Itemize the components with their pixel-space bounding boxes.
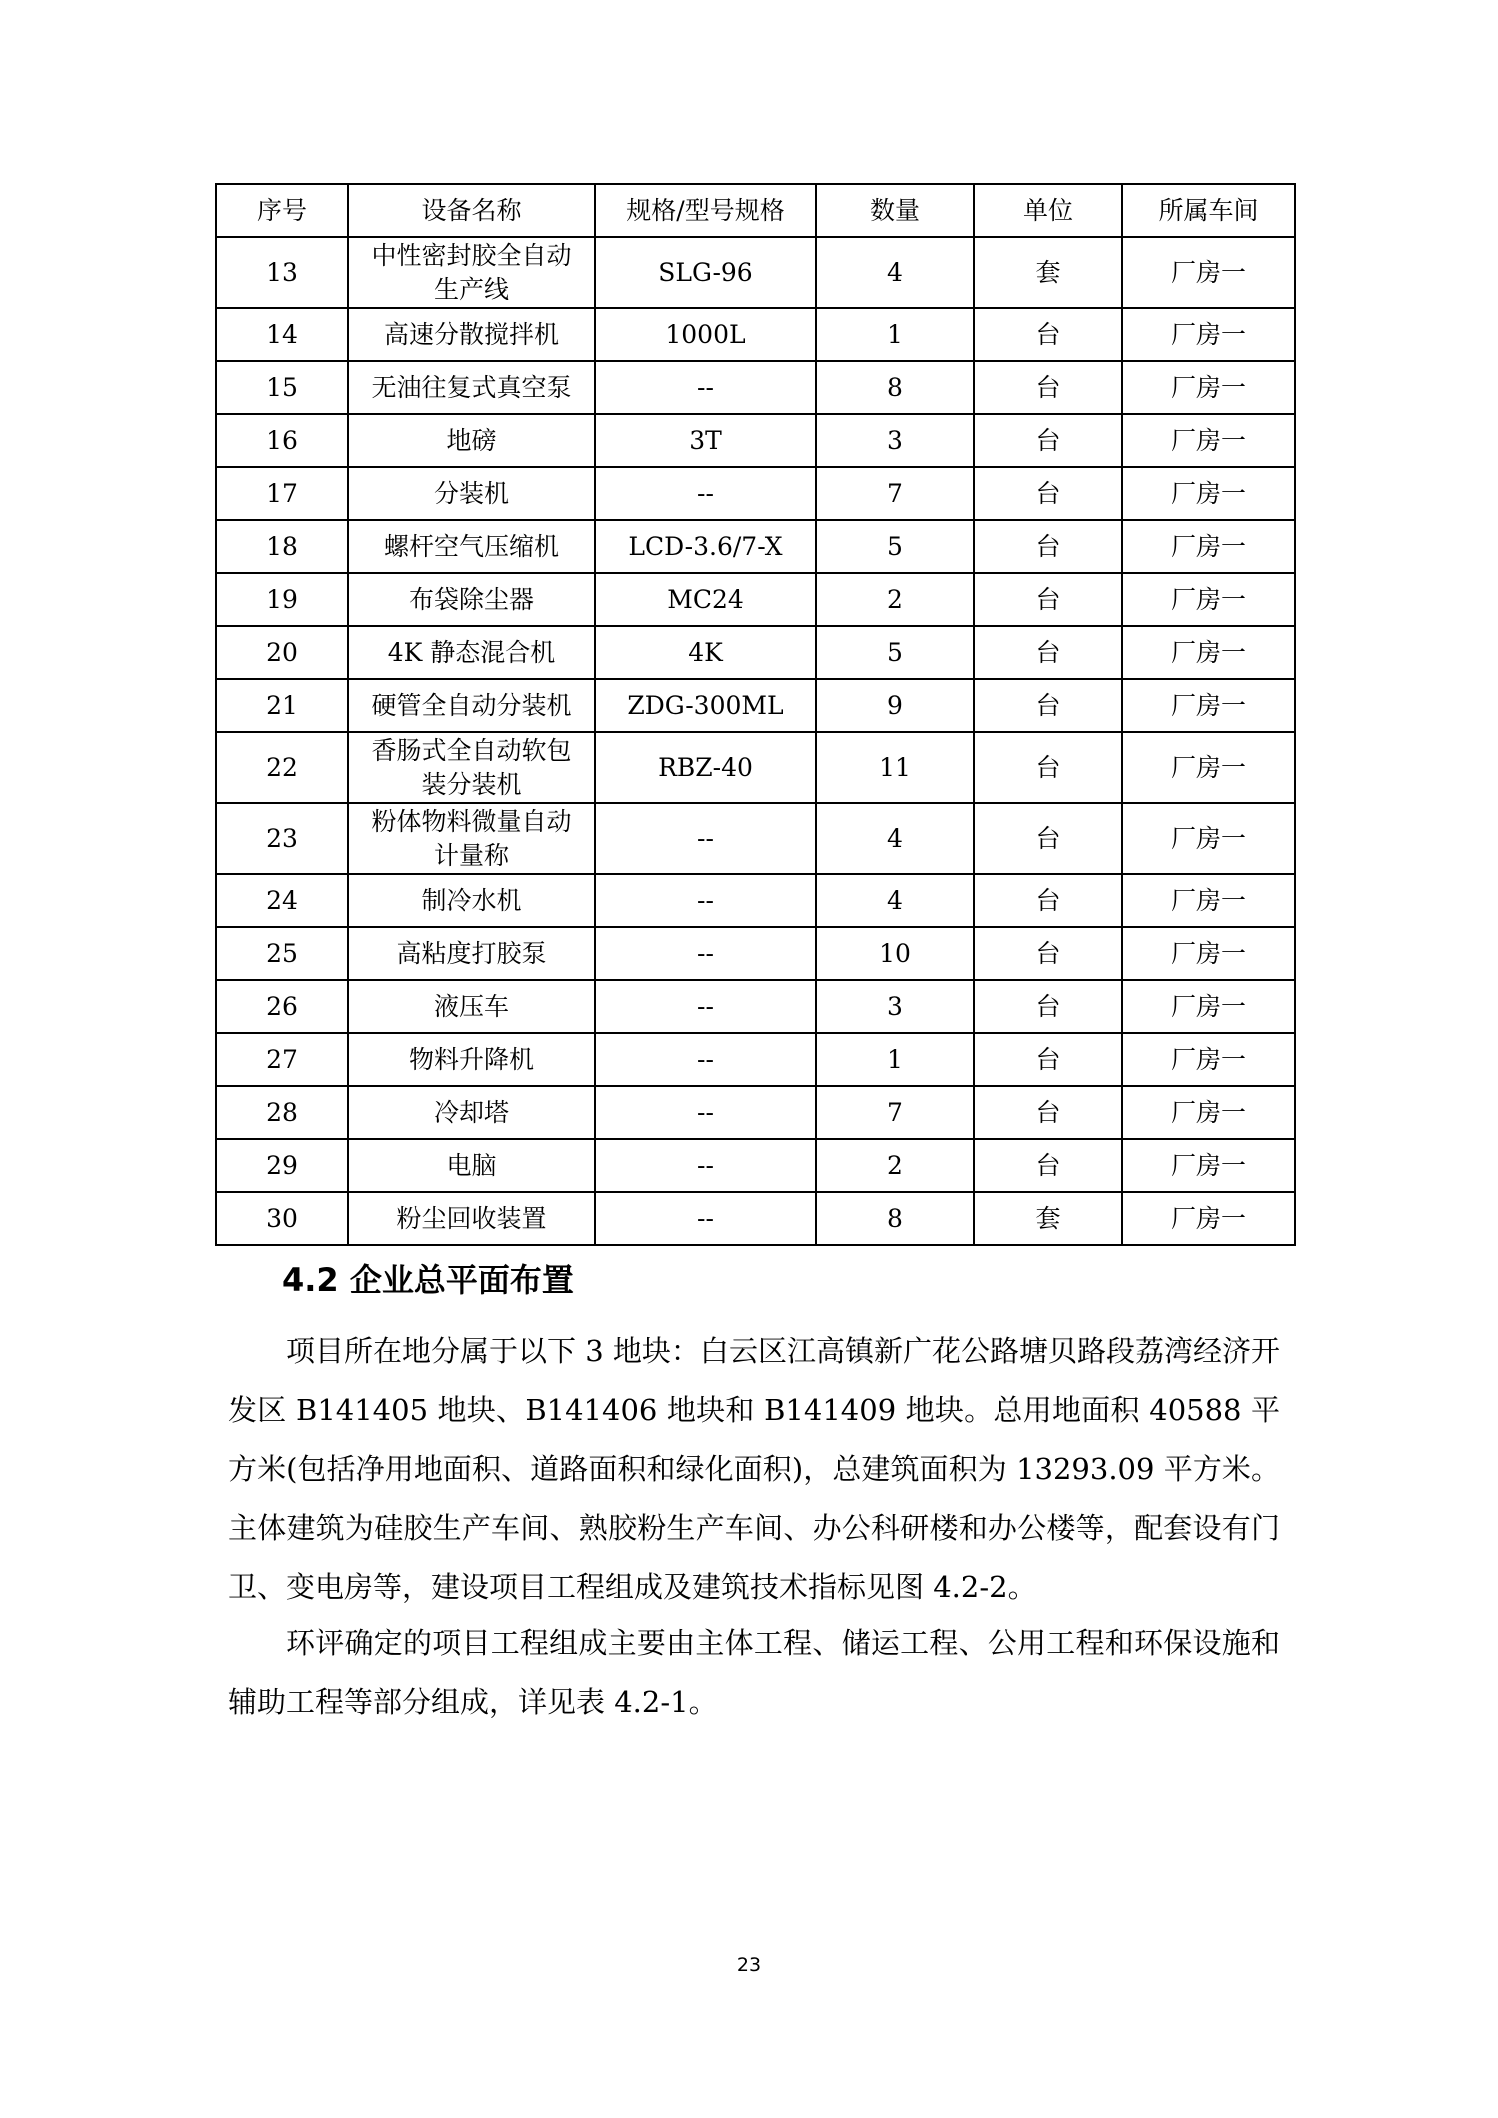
cell-device-name: 无油往复式真空泵 — [348, 361, 595, 414]
cell-unit: 台 — [974, 1033, 1122, 1086]
cell-workshop: 厂房一 — [1122, 573, 1295, 626]
table-row — [216, 520, 1295, 573]
header-unit: 单位 — [974, 184, 1122, 237]
header-spec: 规格/型号规格 — [595, 184, 816, 237]
cell-unit: 台 — [974, 1139, 1122, 1192]
cell-spec: SLG-96 — [595, 237, 816, 308]
cell-quantity: 10 — [816, 927, 974, 980]
cell-quantity: 3 — [816, 980, 974, 1033]
cell-unit: 台 — [974, 361, 1122, 414]
cell-workshop: 厂房一 — [1122, 874, 1295, 927]
cell-workshop: 厂房一 — [1122, 1086, 1295, 1139]
cell-device-name: 中性密封胶全自动生产线 — [348, 237, 595, 308]
cell-unit: 套 — [974, 1192, 1122, 1245]
cell-quantity: 2 — [816, 573, 974, 626]
cell-unit: 台 — [974, 520, 1122, 573]
cell-device-name: 物料升降机 — [348, 1033, 595, 1086]
cell-workshop: 厂房一 — [1122, 520, 1295, 573]
cell-device-name: 硬管全自动分装机 — [348, 679, 595, 732]
cell-spec: -- — [595, 1086, 816, 1139]
cell-unit: 台 — [974, 980, 1122, 1033]
cell-spec: MC24 — [595, 573, 816, 626]
cell-workshop: 厂房一 — [1122, 927, 1295, 980]
cell-quantity: 7 — [816, 467, 974, 520]
cell-quantity: 5 — [816, 626, 974, 679]
cell-spec: -- — [595, 803, 816, 874]
equipment-table — [215, 183, 1296, 1246]
table-row — [216, 1086, 1295, 1139]
cell-index: 17 — [216, 467, 348, 520]
cell-index: 24 — [216, 874, 348, 927]
cell-quantity: 3 — [816, 414, 974, 467]
cell-workshop: 厂房一 — [1122, 467, 1295, 520]
cell-quantity: 8 — [816, 1192, 974, 1245]
cell-unit: 台 — [974, 803, 1122, 874]
table-row — [216, 874, 1295, 927]
cell-spec: -- — [595, 927, 816, 980]
cell-workshop: 厂房一 — [1122, 237, 1295, 308]
table-row — [216, 1033, 1295, 1086]
table-row — [216, 361, 1295, 414]
cell-spec: LCD-3.6/7-X — [595, 520, 816, 573]
cell-device-name: 螺杆空气压缩机 — [348, 520, 595, 573]
section-paragraph-1: 项目所在地分属于以下 3 地块：白云区江高镇新广花公路塘贝路段荔湾经济开发区 B141405 地块、B141406 地块和 B141409 地块。总用地面积 40588 平方米(包括净用地面积、道路面积和绿化面积)，总建筑面积为 13293.09 平方米。主体建筑为硅胶生产车间、熟胶粉生产车间、办公科研楼和办公楼等，配套设有门卫、变电房等，建设项目工程组成及建筑技术指标见图 4.2-2。 — [228, 1334, 1280, 1604]
cell-index: 22 — [216, 732, 348, 803]
cell-index: 27 — [216, 1033, 348, 1086]
cell-unit: 台 — [974, 626, 1122, 679]
table-row — [216, 573, 1295, 626]
cell-device-name: 粉尘回收装置 — [348, 1192, 595, 1245]
cell-device-name: 高粘度打胶泵 — [348, 927, 595, 980]
cell-workshop: 厂房一 — [1122, 980, 1295, 1033]
cell-unit: 台 — [974, 573, 1122, 626]
cell-workshop: 厂房一 — [1122, 361, 1295, 414]
cell-device-name: 制冷水机 — [348, 874, 595, 927]
cell-device-name: 分装机 — [348, 467, 595, 520]
cell-workshop: 厂房一 — [1122, 732, 1295, 803]
cell-unit: 台 — [974, 414, 1122, 467]
cell-workshop: 厂房一 — [1122, 308, 1295, 361]
cell-workshop: 厂房一 — [1122, 626, 1295, 679]
cell-quantity: 1 — [816, 308, 974, 361]
cell-index: 26 — [216, 980, 348, 1033]
section-paragraph-2: 环评确定的项目工程组成主要由主体工程、储运工程、公用工程和环保设施和辅助工程等部分组成，详见表 4.2-1。 — [228, 1626, 1280, 1719]
cell-device-name: 液压车 — [348, 980, 595, 1033]
cell-device-name: 冷却塔 — [348, 1086, 595, 1139]
cell-index: 29 — [216, 1139, 348, 1192]
cell-index: 16 — [216, 414, 348, 467]
cell-spec: -- — [595, 467, 816, 520]
header-device-name: 设备名称 — [348, 184, 595, 237]
cell-device-name: 香肠式全自动软包装分装机 — [348, 732, 595, 803]
cell-device-name: 布袋除尘器 — [348, 573, 595, 626]
cell-quantity: 9 — [816, 679, 974, 732]
header-workshop: 所属车间 — [1122, 184, 1295, 237]
cell-quantity: 7 — [816, 1086, 974, 1139]
table-header-row — [216, 184, 1295, 237]
cell-index: 15 — [216, 361, 348, 414]
cell-unit: 台 — [974, 679, 1122, 732]
cell-device-name: 地磅 — [348, 414, 595, 467]
cell-spec: -- — [595, 874, 816, 927]
cell-workshop: 厂房一 — [1122, 414, 1295, 467]
cell-unit: 台 — [974, 732, 1122, 803]
cell-quantity: 11 — [816, 732, 974, 803]
cell-device-name: 4K 静态混合机 — [348, 626, 595, 679]
cell-spec: ZDG-300ML — [595, 679, 816, 732]
cell-spec: RBZ-40 — [595, 732, 816, 803]
cell-quantity: 4 — [816, 874, 974, 927]
cell-workshop: 厂房一 — [1122, 1033, 1295, 1086]
cell-unit: 台 — [974, 467, 1122, 520]
cell-device-name: 电脑 — [348, 1139, 595, 1192]
table-row — [216, 467, 1295, 520]
cell-quantity: 8 — [816, 361, 974, 414]
table-row — [216, 1192, 1295, 1245]
header-index: 序号 — [216, 184, 348, 237]
cell-quantity: 4 — [816, 803, 974, 874]
table-row — [216, 237, 1295, 308]
cell-workshop: 厂房一 — [1122, 1192, 1295, 1245]
table-row — [216, 803, 1295, 874]
table-row — [216, 679, 1295, 732]
cell-unit: 台 — [974, 874, 1122, 927]
cell-workshop: 厂房一 — [1122, 1139, 1295, 1192]
table-row — [216, 1139, 1295, 1192]
table-row — [216, 626, 1295, 679]
cell-spec: -- — [595, 1139, 816, 1192]
table-row — [216, 308, 1295, 361]
cell-spec: -- — [595, 980, 816, 1033]
cell-spec: 4K — [595, 626, 816, 679]
cell-spec: 3T — [595, 414, 816, 467]
section-heading: 4.2 企业总平面布置 — [282, 1261, 574, 1299]
header-quantity: 数量 — [816, 184, 974, 237]
cell-spec: 1000L — [595, 308, 816, 361]
cell-unit: 套 — [974, 237, 1122, 308]
cell-quantity: 4 — [816, 237, 974, 308]
cell-index: 20 — [216, 626, 348, 679]
cell-index: 23 — [216, 803, 348, 874]
cell-index: 13 — [216, 237, 348, 308]
cell-workshop: 厂房一 — [1122, 803, 1295, 874]
table-body — [216, 237, 1295, 1245]
cell-spec: -- — [595, 1192, 816, 1245]
cell-quantity: 5 — [816, 520, 974, 573]
table-row — [216, 980, 1295, 1033]
table-row — [216, 414, 1295, 467]
cell-device-name: 粉体物料微量自动计量称 — [348, 803, 595, 874]
cell-index: 21 — [216, 679, 348, 732]
cell-quantity: 2 — [816, 1139, 974, 1192]
cell-spec: -- — [595, 361, 816, 414]
cell-spec: -- — [595, 1033, 816, 1086]
cell-device-name: 高速分散搅拌机 — [348, 308, 595, 361]
cell-index: 19 — [216, 573, 348, 626]
cell-index: 14 — [216, 308, 348, 361]
table-row — [216, 927, 1295, 980]
cell-unit: 台 — [974, 1086, 1122, 1139]
cell-unit: 台 — [974, 308, 1122, 361]
cell-index: 25 — [216, 927, 348, 980]
cell-quantity: 1 — [816, 1033, 974, 1086]
cell-workshop: 厂房一 — [1122, 679, 1295, 732]
cell-index: 18 — [216, 520, 348, 573]
page-number: 23 — [736, 1954, 762, 1976]
cell-index: 28 — [216, 1086, 348, 1139]
table-row — [216, 732, 1295, 803]
cell-unit: 台 — [974, 927, 1122, 980]
cell-index: 30 — [216, 1192, 348, 1245]
